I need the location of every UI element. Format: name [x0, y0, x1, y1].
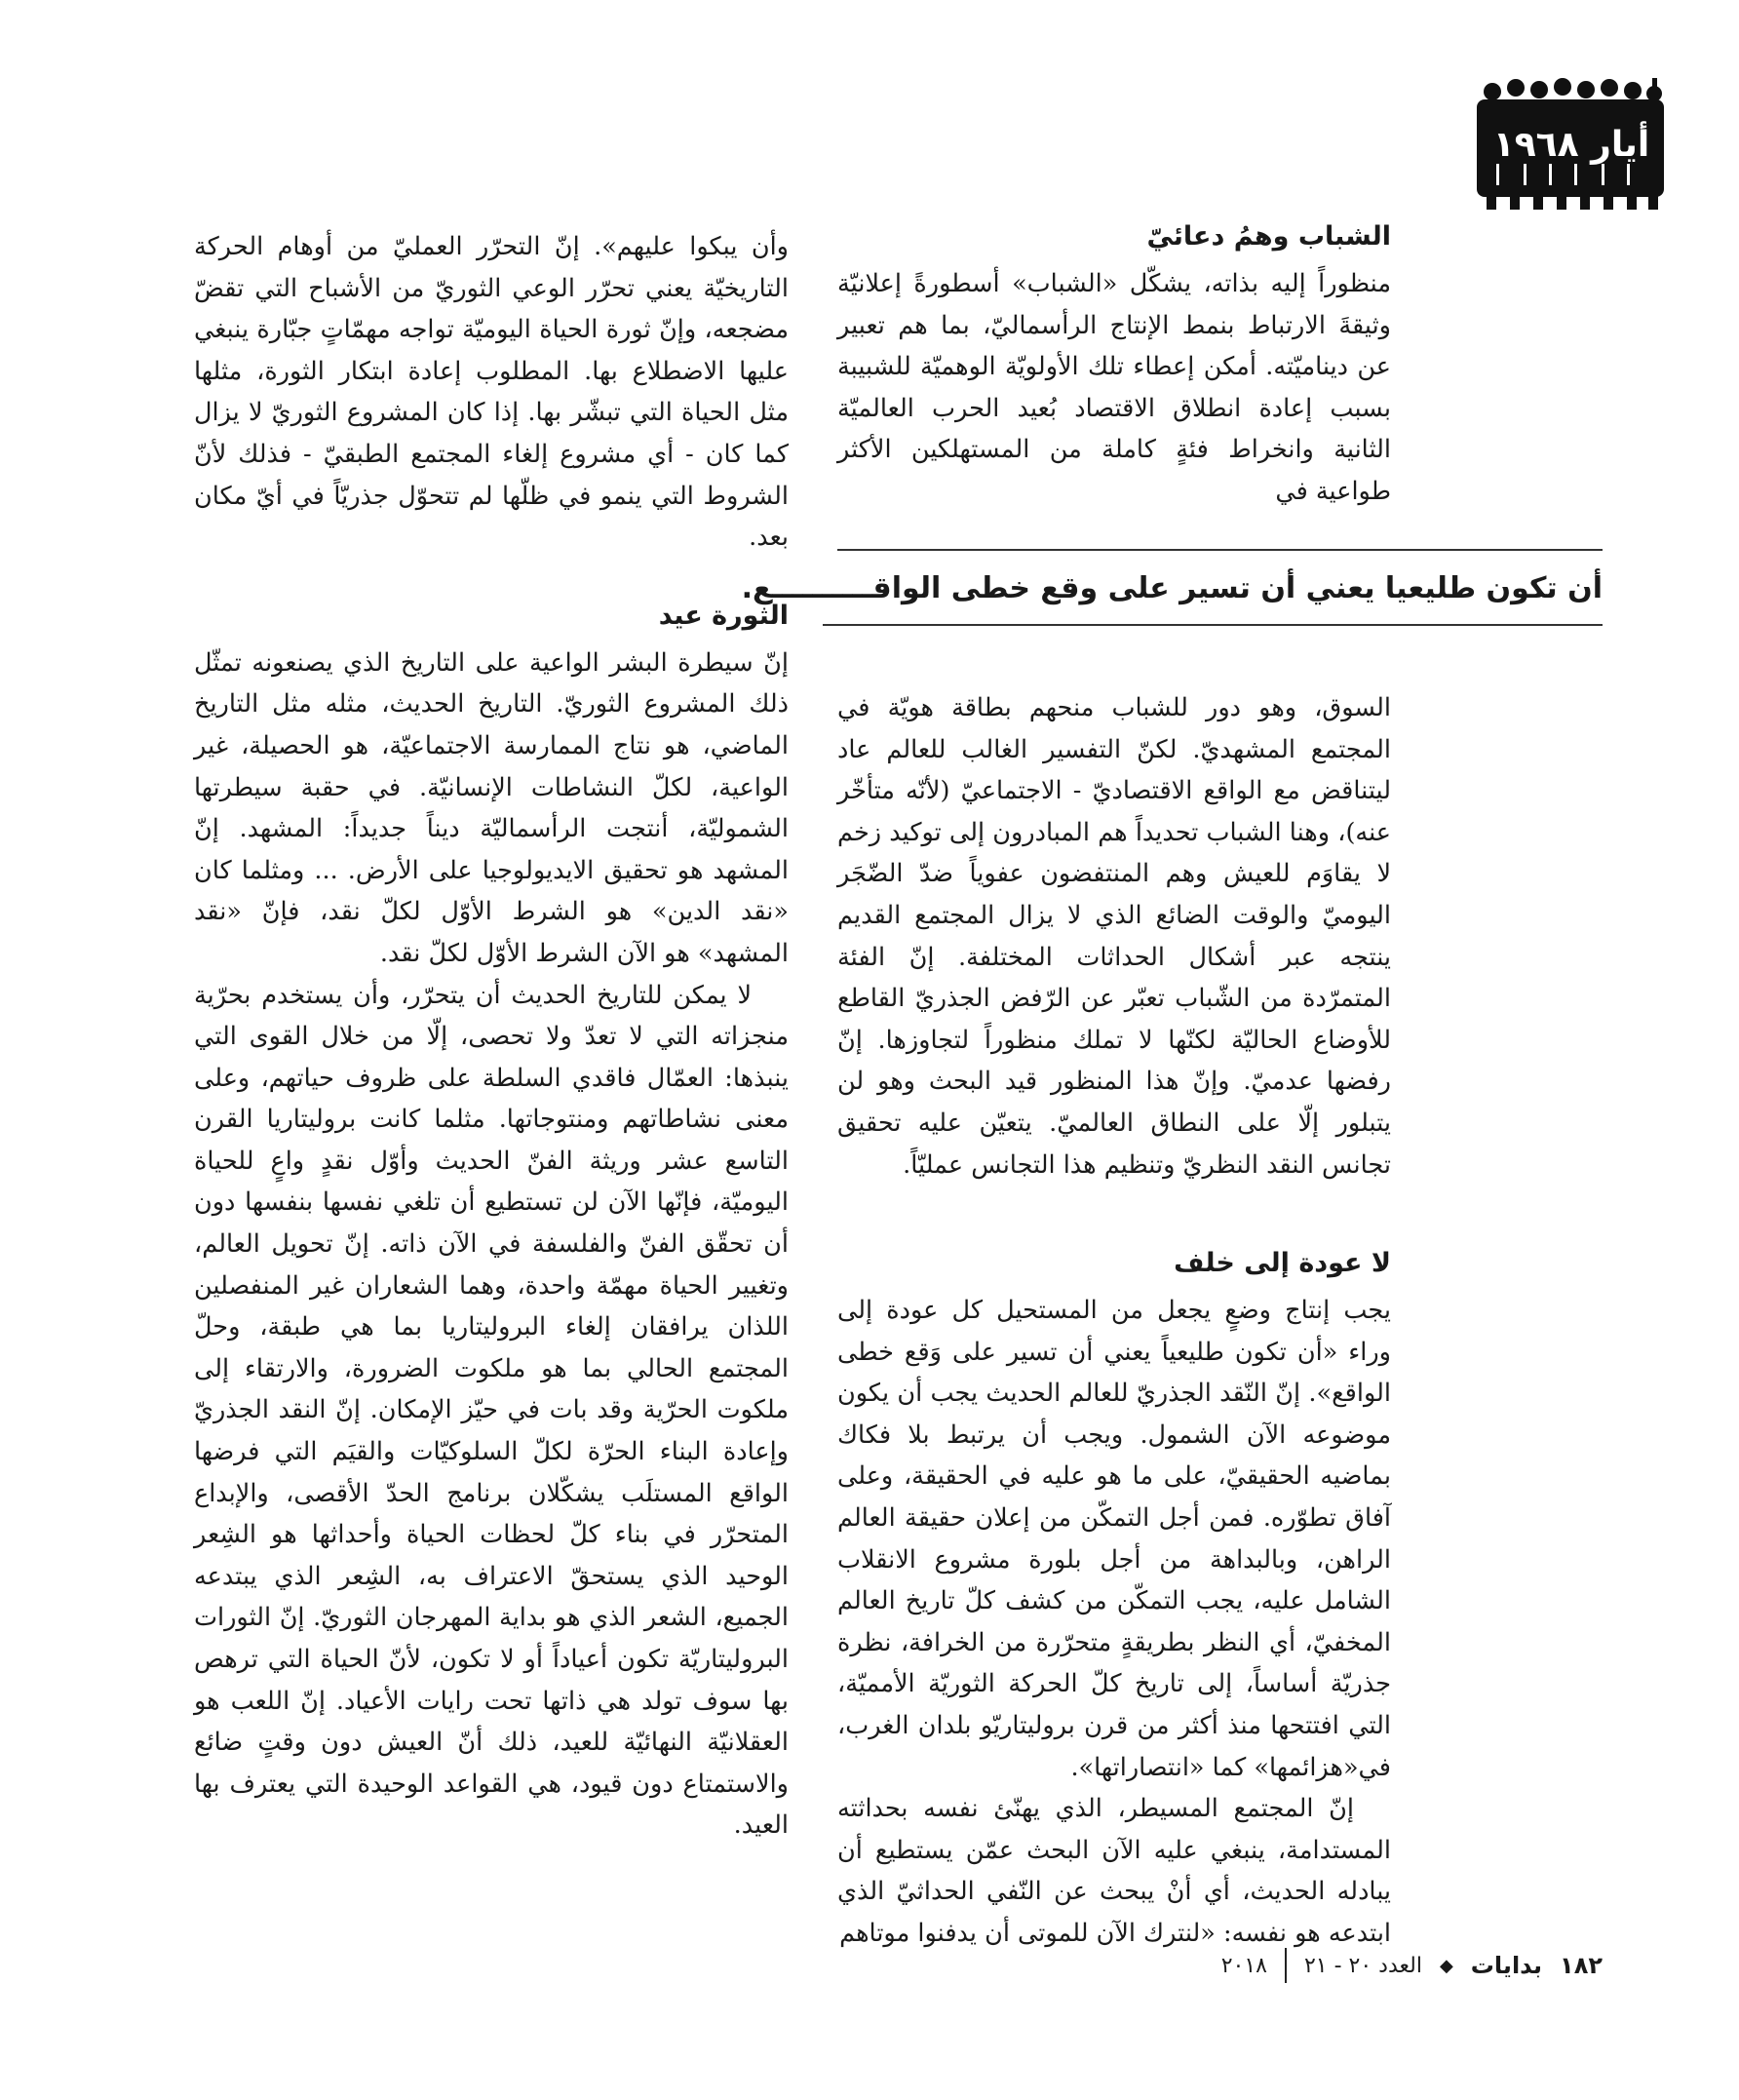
section-heading-no-return: لا عودة إلى خلف [1174, 1248, 1391, 1278]
paragraph: إنّ سيطرة البشر الواعية على التاريخ الذي يصنعونه تمثّل ذلك المشروع الثوريّ. التاريخ الحديث، مثله مثل التاريخ الماضي، هو نتاج الممارسة الاجتماعيّة، هو الحصيلة، غير الواعية، لكلّ النشاطات الإنسانيّة. في حقبة سيطرتها الشموليّة، أنتجت الرأسماليّة ديناً جديداً: المشهد. إنّ المشهد هو تحقيق الايديولوجيا على الأرض. ... ومثلما كان «نقد الدين» هو الشرط الأوّل لكلّ نقد، فإنّ «نقد المشهد» هو الآن الشرط الأوّل لكلّ نقد. [194, 647, 789, 968]
article-column-right-middle [837, 687, 1391, 1186]
diamond-icon: ◆ [1439, 1955, 1453, 1976]
divider [1285, 1948, 1287, 1983]
issue-year: ٢٠١٨ [1220, 1953, 1267, 1978]
divider [837, 549, 1603, 551]
paragraph: يجب إنتاج وضعٍ يجعل من المستحيل كل عودة إلى وراء «أن تكون طليعياً يعني أن تسير على وَقع خطى الواقع». إنّ النّقد الجذريّ للعالم الحديث يجب أن يكون موضوعه الآن الشمول. ويجب أن يرتبط بلا فكاك بماضيه الحقيقيّ، على ما هو عليه في الحقيقة، وعلى آفاق تطوّره. فمن أجل التمكّن من إعلان حقيقة العالم الراهن، وبالبداهة من أجل بلورة مشروع الانقلاب الشامل عليه، يجب التمكّن من كشف كلّ تاريخ العالم المخفيّ، أي النظر بطريقةٍ متحرّرة من الخرافة، نظرة جذريّة أساساً، إلى تاريخ كلّ الحركة الثوريّة الأمميّة، التي افتتحها منذ أكثر من قرن بروليتاريّو بلدان الغرب، في«هزائمها» كما «انتصاراتها». [837, 1296, 1391, 1782]
page-number: ١٨٢ [1560, 1952, 1603, 1979]
issue-label: العدد ٢٠ - ٢١ [1303, 1953, 1422, 1978]
article-column-right-top [837, 216, 1391, 513]
logo-text: أيار ١٩٦٨ [1492, 125, 1650, 165]
paragraph: لا يمكن للتاريخ الحديث أن يتحرّر، وأن يستخدم بحرّية منجزاته التي لا تعدّ ولا تحصى، إلّا من خلال القوى التي ينبذها: العمّال فاقدي السلطة على ظروف حياتهم، وعلى معنى نشاطاتهم ومنتوجاتها. مثلما كانت بروليتاريا القرن التاسع عشر وريثة الفنّ الحديث وأوّل نقدٍ واعٍ للحياة اليوميّة، فإنّها الآن لن تستطيع أن تلغي نفسها بنفسها دون أن تحقّق الفنّ والفلسفة في الآن ذاته. إنّ تحويل العالم، وتغيير الحياة مهمّة واحدة، وهما الشعاران غير المنفصلين اللذان يرافقان إلغاء البروليتاريا بما هي طبقة، وحلّ المجتمع الحالي بما هو ملكوت الضرورة، والارتقاء إلى ملكوت الحرّية وقد بات في حيّز الإمكان. إنّ النقد الجذريّ وإعادة البناء الحرّة لكلّ السلوكيّات والقيَم التي فرضها الواقع المستلَب يشكّلان برنامج الحدّ الأقصى، والإبداع المتحرّر في بناء كلّ لحظات الحياة وأحداثها هو الشِعر الوحيد الذي يستحقّ الاعتراف به، الشِعر الذي يبتدعه الجميع، الشعر الذي هو بداية المهرجان الثوريّ. إنّ الثورات البروليتاريّة تكون أعياداً أو لا تكون، لأنّ الحياة التي ترهص بها سوف تولد هي ذاتها تحت رايات الأعياد. إنّ اللعب هو العقلانيّة النهائيّة للعيد، ذلك أنّ العيش دون وقتٍ ضائع والاستمتاع دون قيود، هي القواعد الوحيدة التي يعترف بها العيد. [194, 980, 789, 1841]
section-heading-revolution-feast: الثورة عيد [658, 600, 789, 631]
paragraph: إنّ المجتمع المسيطر، الذي يهنّئ نفسه بحداثته المستدامة، ينبغي عليه الآن البحث عمّن يستطيع أن يبادله الحديث، أي أنْ يبحث عن النّفي الحداثيّ الذي ابتدعه هو نفسه: «لنترك الآن للموتى أن يدفنوا موتاهم [837, 1794, 1391, 1948]
section-heading-youth: الشباب وهمُ دعائيّ [1146, 221, 1391, 252]
article-column-left [194, 226, 789, 1847]
article-column-right-bottom [837, 1243, 1391, 1955]
paragraph: وأن يبكوا عليهم». إنّ التحرّر العمليّ من أوهام الحركة التاريخيّة يعني تحرّر الوعي الثوريّ من الأشباح التي تقضّ مضجعه، وإنّ ثورة الحياة اليوميّة تواجه مهمّاتٍ جبّارة ينبغي عليها الاضطلاع بها. المطلوب إعادة ابتكار الثورة، مثلها مثل الحياة التي تبشّر بها. إذا كان المشروع الثوريّ لا يزال كما كان - أي مشروع إلغاء المجتمع الطبقيّ - فذلك لأنّ الشروط التي ينمو في ظلّها لم تتحوّل جذريّاً في أيّ مكان بعد. [194, 232, 789, 553]
paragraph: السوق، وهو دور للشباب منحهم بطاقة هويّة في المجتمع المشهديّ. لكنّ التفسير الغالب للعالم عاد ليتناقض مع الواقع الاقتصاديّ - الاجتماعيّ (لأنّه متأخّر عنه)، وهنا الشباب تحديداً هم المبادرون إلى توكيد زخم لا يقاوَم للعيش وهم المنتفضون عفوياً ضدّ الضّجَر اليوميّ والوقت الضائع الذي لا يزال المجتمع القديم ينتجه عبر أشكال الحداثات المختلفة. إنّ الفئة المتمرّدة من الشّباب تعبّر عن الرّفض الجذريّ القاطع للأوضاع الحاليّة لكنّها لا تملك منظوراً لتجاوزها. إنّ رفضها عدميّ. وإنّ هذا المنظور قيد البحث وهو لن يتبلور إلّا على النطاق العالميّ. يتعيّن عليه تحقيق تجانس النقد النظريّ وتنظيم هذا التجانس عمليّاً. [837, 693, 1391, 1180]
paragraph: منظوراً إليه بذاته، يشكّل «الشباب» أسطورةً إعلانيّة وثيقةَ الارتباط بنمط الإنتاج الرأسماليّ، بما هم تعبير عن ديناميّته. أمكن إعطاء تلك الأولويّة الوهميّة للشبيبة بسبب إعادة انطلاق الاقتصاد بُعيد الحرب العالميّة الثانية وانخراط فئةٍ كاملة من المستهلكين الأكثر طواعية في [837, 269, 1391, 506]
magazine-section-logo [1471, 78, 1666, 210]
divider [823, 624, 1603, 626]
magazine-name: بدايات [1470, 1952, 1543, 1979]
pull-quote: أن تكون طليعيا يعني أن تسير على وقع خطى الواقــــــــــع. [741, 571, 1603, 605]
page-footer [1221, 1948, 1603, 1983]
